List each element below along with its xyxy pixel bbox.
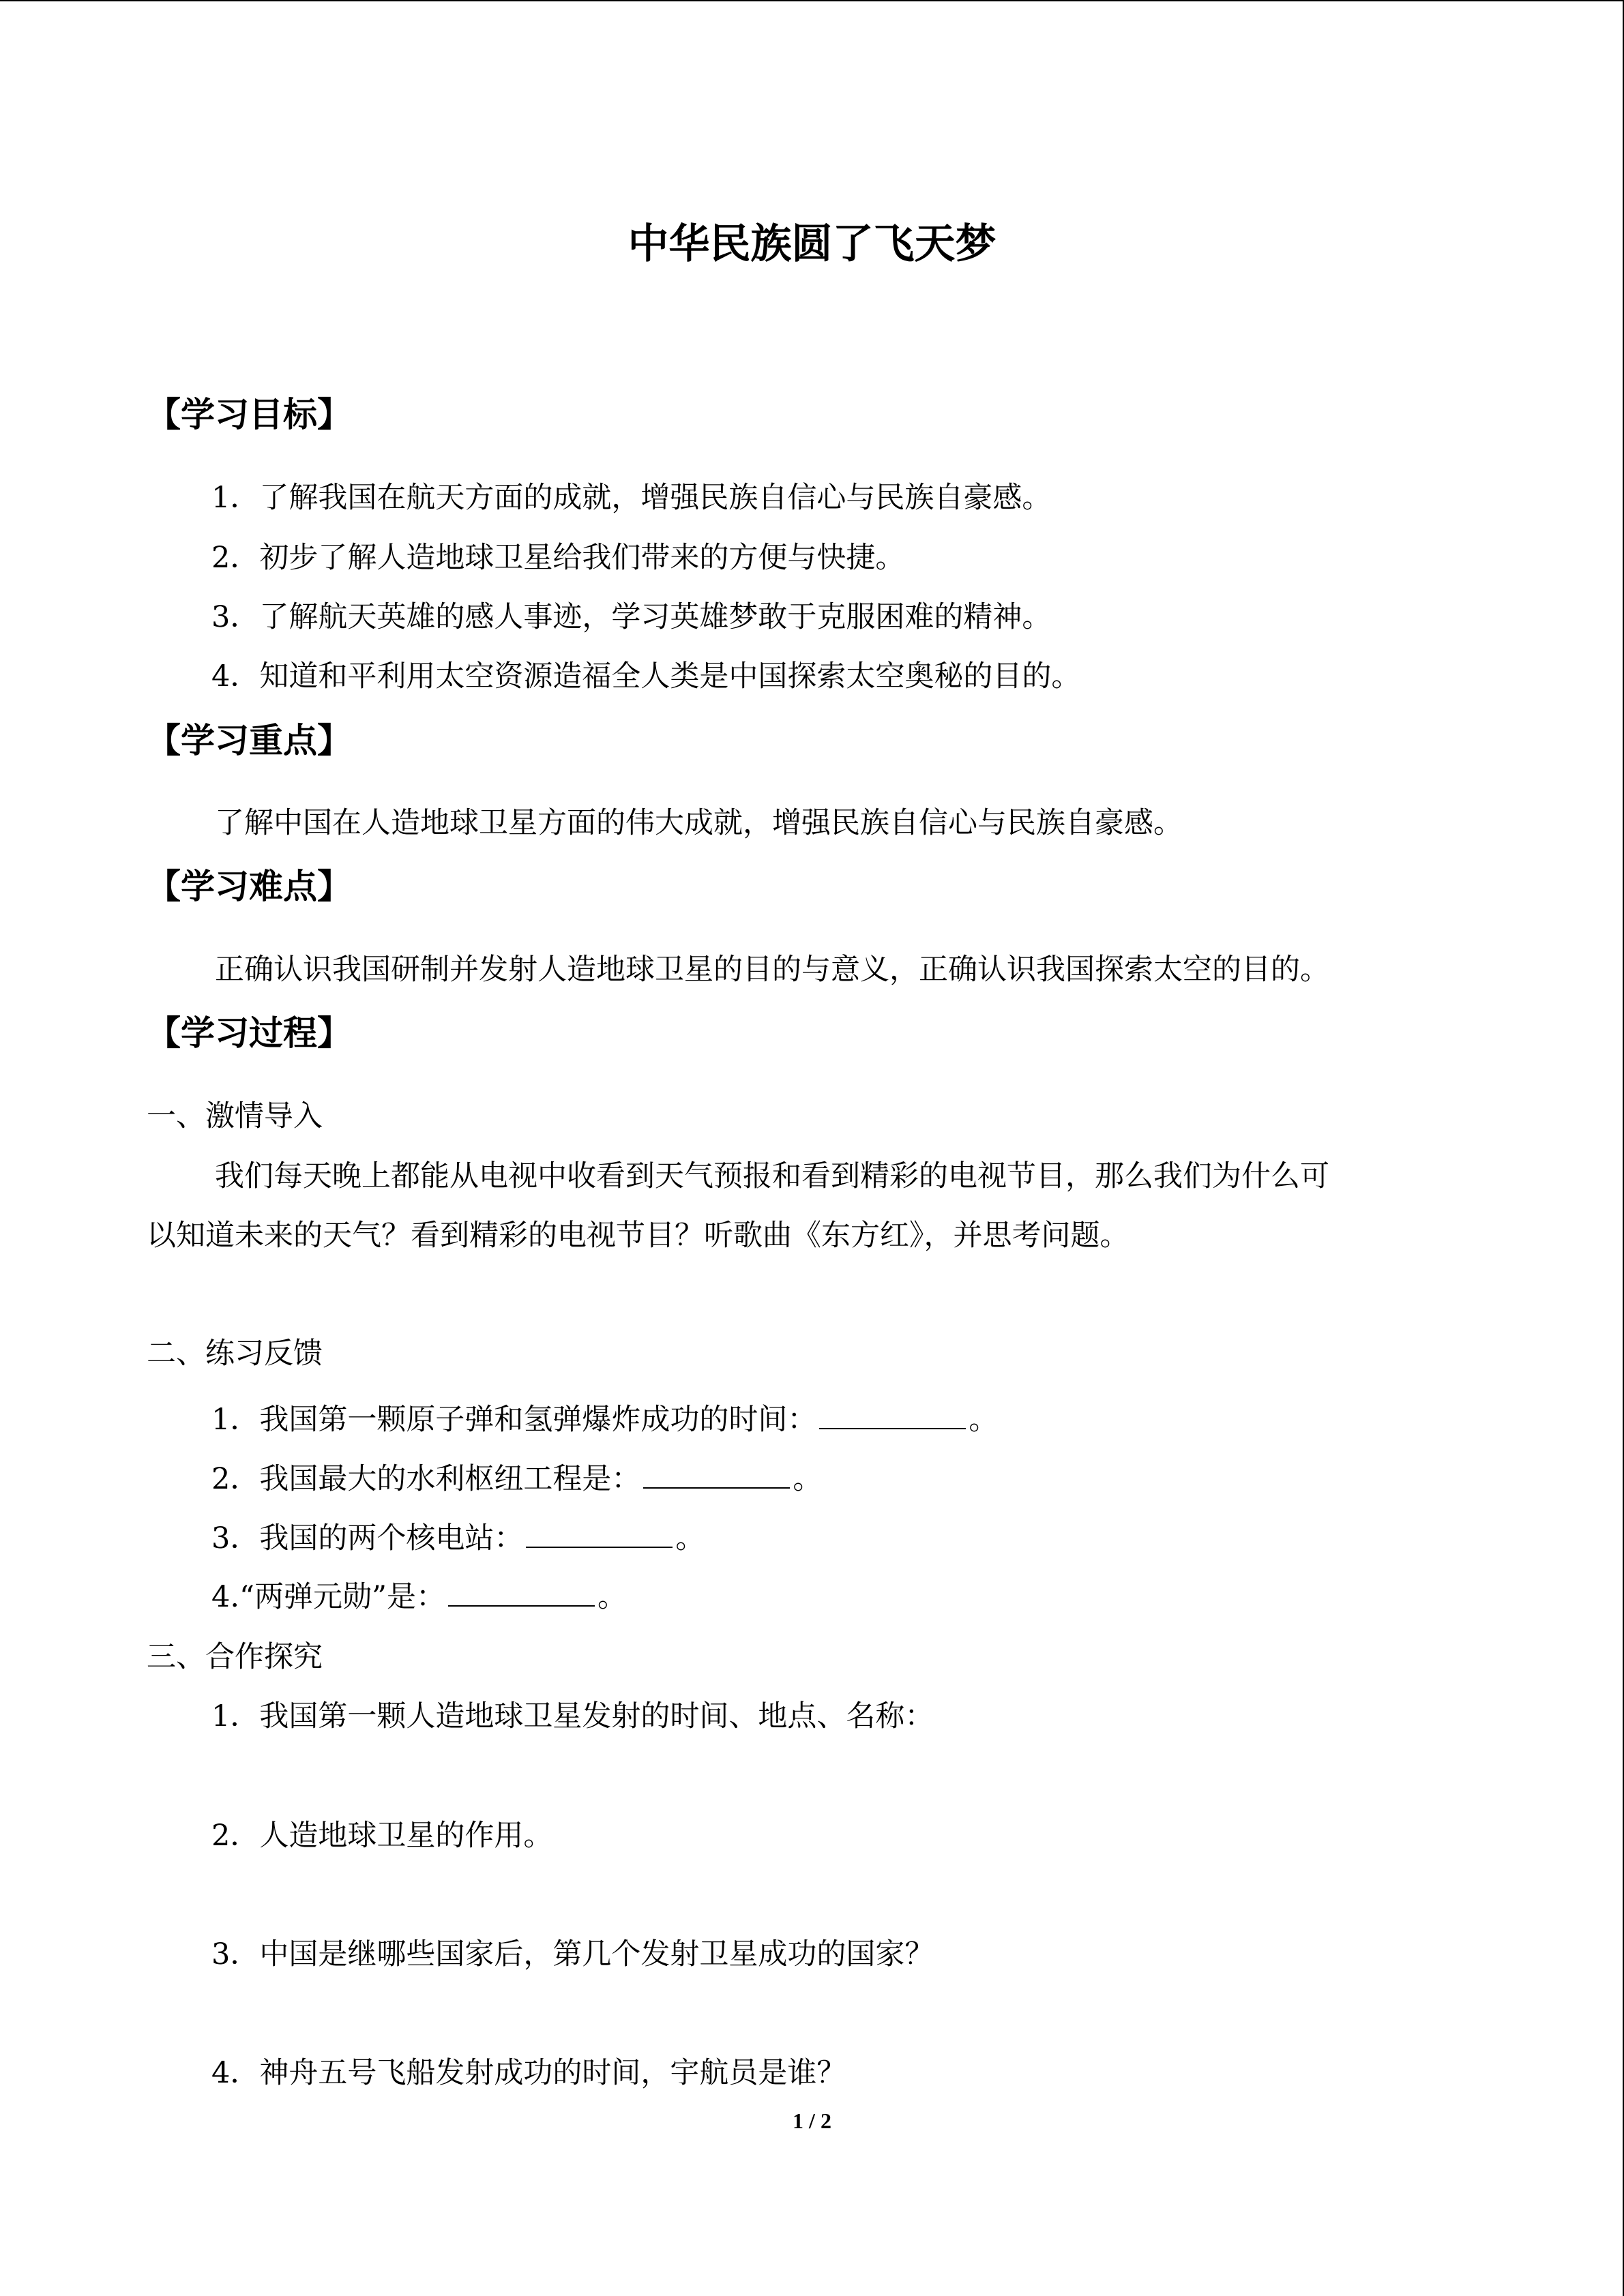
- part1-paragraph-line: 以知道未来的天气？看到精彩的电视节目？听歌曲《东方红》，并思考问题。: [147, 1219, 1130, 1253]
- focus-text: 了解中国在人造地球卫星方面的伟大成就，增强民族自信心与民族自豪感。: [215, 806, 1183, 840]
- exercise-suffix: 。: [597, 1580, 627, 1614]
- part2-title: 二、练习反馈: [147, 1337, 323, 1371]
- part1-paragraph-line: 我们每天晚上都能从电视中收看到天气预报和看到精彩的电视节目，那么我们为什么可: [215, 1159, 1329, 1193]
- answer-blank[interactable]: [643, 1460, 790, 1489]
- page-number: 1 / 2: [793, 2108, 831, 2133]
- exercise-prompt: 1．我国第一颗原子弹和氢弹爆炸成功的时间：: [211, 1403, 817, 1437]
- exercise-item: [211, 1519, 705, 1557]
- heading-focus: 【学习重点】: [147, 721, 351, 760]
- answer-blank[interactable]: [526, 1519, 673, 1548]
- answer-blank[interactable]: [448, 1578, 595, 1607]
- objective-item: 3．了解航天英雄的感人事迹，学习英雄梦敢于克服困难的精神。: [211, 600, 1052, 634]
- objective-item: 4．知道和平利用太空资源造福全人类是中国探索太空奥秘的目的。: [211, 659, 1081, 694]
- part3-title: 三、合作探究: [147, 1640, 323, 1674]
- exercise-item: [211, 1578, 627, 1616]
- exercise-item: [211, 1460, 822, 1498]
- inquiry-item: 2．人造地球卫星的作用。: [211, 1819, 553, 1853]
- objective-item: 2．初步了解人造地球卫星给我们带来的方便与快捷。: [211, 541, 905, 575]
- part1-title: 一、激情导入: [147, 1099, 323, 1133]
- inquiry-item: 3．中国是继哪些国家后，第几个发射卫星成功的国家？: [211, 1937, 934, 1971]
- inquiry-item: 4．神舟五号飞船发射成功的时间，宇航员是谁？: [211, 2056, 846, 2090]
- exercise-item: [211, 1401, 998, 1439]
- heading-difficulty: 【学习难点】: [147, 867, 351, 906]
- document-title: 中华民族圆了飞天梦: [628, 220, 996, 268]
- exercise-prompt: 3．我国的两个核电站：: [211, 1521, 524, 1555]
- exercise-suffix: 。: [675, 1521, 705, 1555]
- heading-objectives: 【学习目标】: [147, 395, 351, 434]
- objective-item: 1．了解我国在航天方面的成就，增强民族自信心与民族自豪感。: [211, 481, 1052, 515]
- exercise-suffix: 。: [793, 1462, 823, 1496]
- exercise-prompt: 2．我国最大的水利枢纽工程是：: [211, 1462, 641, 1496]
- answer-blank[interactable]: [819, 1401, 966, 1429]
- heading-process: 【学习过程】: [147, 1013, 351, 1053]
- difficulty-text: 正确认识我国研制并发射人造地球卫星的目的与意义，正确认识我国探索太空的目的。: [215, 953, 1329, 987]
- inquiry-item: 1．我国第一颗人造地球卫星发射的时间、地点、名称：: [211, 1699, 934, 1733]
- exercise-suffix: 。: [969, 1403, 999, 1437]
- exercise-prompt: 4.“两弹元勋”是：: [211, 1580, 445, 1614]
